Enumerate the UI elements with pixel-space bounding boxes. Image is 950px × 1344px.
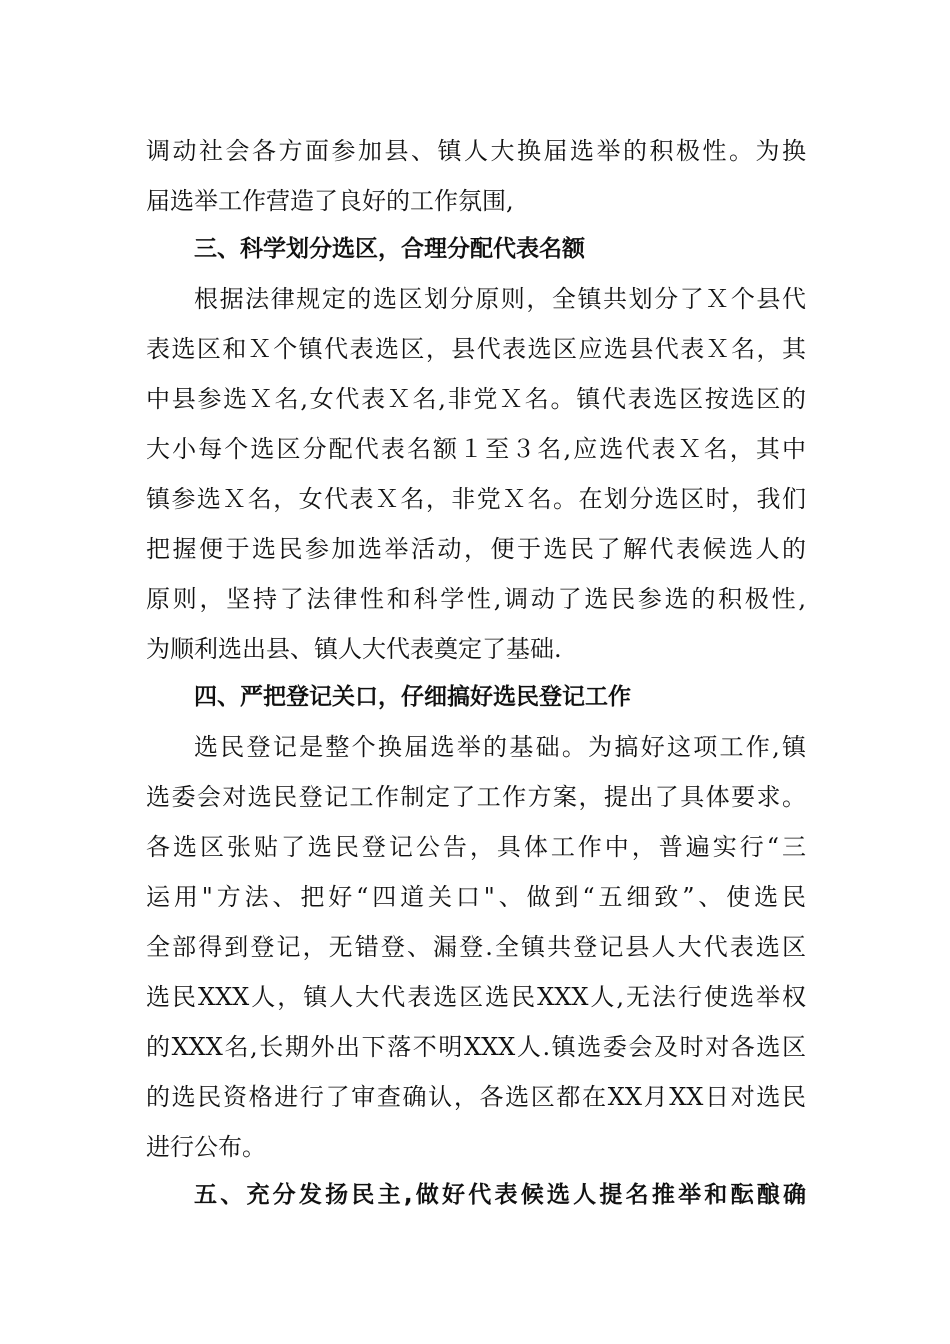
paragraph-line: 调动社会各方面参加县、镇人大换届选举的积极性。为换 bbox=[146, 137, 806, 165]
paragraph-line: 选民XXX人，镇人大代表选区选民XXX人,无法行使选举权 bbox=[146, 983, 806, 1011]
paragraph-line: 原则，坚持了法律性和科学性,调动了选民参选的积极性, bbox=[146, 585, 806, 613]
paragraph-line: 各选区张贴了选民登记公告，具体工作中，普遍实行“三 bbox=[146, 833, 806, 861]
paragraph-line: 中县参选Ｘ名,女代表Ｘ名,非党Ｘ名。镇代表选区按选区的 bbox=[146, 385, 806, 413]
paragraph-line: 大小每个选区分配代表名额１至３名,应选代表Ｘ名，其中 bbox=[146, 435, 806, 463]
paragraph-line: 运用"方法、把好“四道关口"、做到“五细致”、使选民 bbox=[146, 883, 806, 911]
paragraph-line: 镇参选Ｘ名，女代表Ｘ名，非党Ｘ名。在划分选区时，我们 bbox=[146, 485, 806, 513]
paragraph-line: 选委会对选民登记工作制定了工作方案，提出了具体要求。 bbox=[146, 783, 806, 811]
section-heading: 五、充分发扬民主,做好代表候选人提名推举和酝酿确 bbox=[194, 1182, 806, 1208]
paragraph-line: 根据法律规定的选区划分原则，全镇共划分了Ｘ个县代 bbox=[194, 285, 806, 313]
section-heading: 三、科学划分选区，合理分配代表名额 bbox=[194, 236, 585, 262]
paragraph-line: 进行公布。 bbox=[146, 1133, 266, 1161]
paragraph-line: 的选民资格进行了审查确认，各选区都在XX月XX日对选民 bbox=[146, 1083, 806, 1111]
paragraph-line: 的XXX名,长期外出下落不明XXX人.镇选委会及时对各选区 bbox=[146, 1033, 806, 1061]
paragraph-line: 表选区和Ｘ个镇代表选区，县代表选区应选县代表Ｘ名，其 bbox=[146, 335, 806, 363]
paragraph-line: 全部得到登记，无错登、漏登.全镇共登记县人大代表选区 bbox=[146, 933, 806, 961]
paragraph-line: 把握便于选民参加选举活动，便于选民了解代表候选人的 bbox=[146, 535, 806, 563]
paragraph-line: 为顺利选出县、镇人大代表奠定了基础. bbox=[146, 635, 562, 663]
paragraph-line: 选民登记是整个换届选举的基础。为搞好这项工作,镇 bbox=[194, 733, 806, 761]
paragraph-line: 届选举工作营造了良好的工作氛围, bbox=[146, 187, 514, 215]
section-heading: 四、严把登记关口，仔细搞好选民登记工作 bbox=[194, 684, 631, 710]
